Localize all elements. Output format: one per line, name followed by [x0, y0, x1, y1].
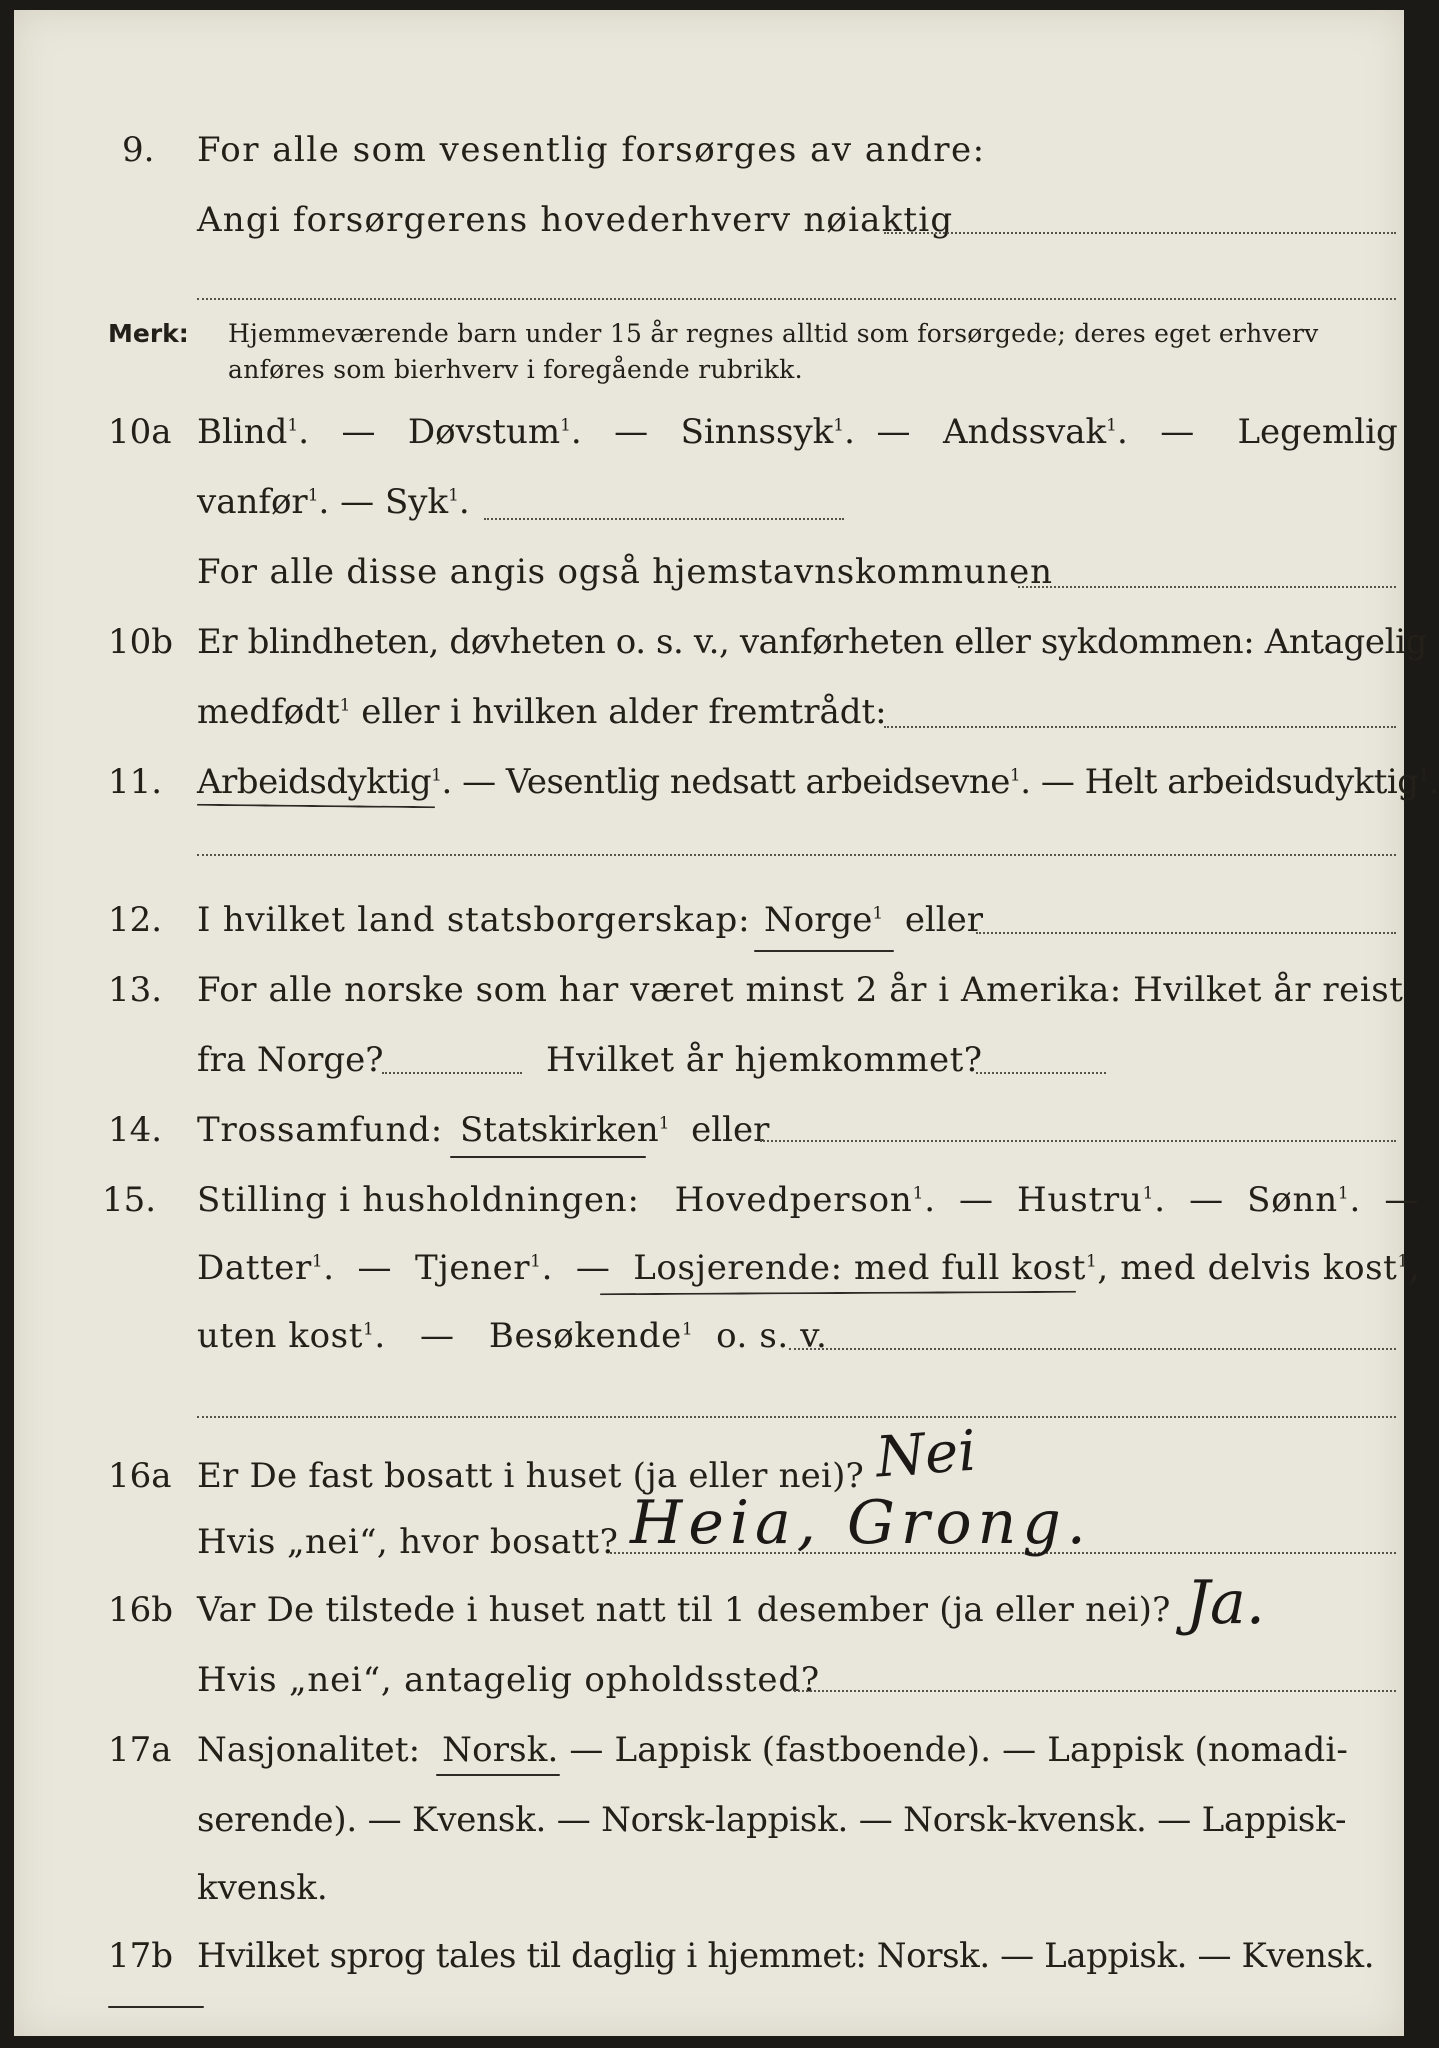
q10a-answer-line — [484, 518, 844, 520]
q14-underline-mark — [450, 1156, 646, 1158]
q10a-dovstum: Døvstum — [407, 412, 561, 452]
census-form-page — [14, 10, 1439, 2036]
q10a-andssvak: Andssvak — [942, 412, 1107, 452]
q12-norge: Norge — [764, 900, 873, 940]
q17b-number: 17b — [108, 1936, 174, 1976]
q15-datter: Datter — [197, 1248, 312, 1288]
q16a-bosatt-handwritten: Heia, Grong. — [630, 1488, 1092, 1558]
q9-answer-line — [884, 232, 1396, 234]
q10a-blind: Blind — [197, 412, 288, 452]
q10b-line2: medfødt$^1$ eller i hvilken alder fremtrådt: — [197, 692, 887, 732]
q14-statskirken: Statskirken — [460, 1110, 659, 1150]
q11-underline-mark — [197, 804, 435, 808]
q12-number: 12. — [108, 900, 163, 940]
q11-number: 11. — [108, 762, 163, 802]
q17b-line1: Hvilket sprog tales til daglig i hjemmet: Norsk. — Lappisk. — Kvensk. — [197, 1936, 1375, 1976]
q15-sonn: Sønn — [1247, 1180, 1338, 1220]
q10a-number: 10a — [108, 412, 172, 452]
q15-label: Stilling i husholdningen: — [197, 1180, 640, 1220]
q16b-line2: Hvis „nei“, antagelig opholdssted? — [197, 1660, 820, 1700]
footnote-rule — [108, 2006, 204, 2008]
q15-besokende: Besøkende — [488, 1316, 682, 1356]
q14-label: Trossamfund: — [197, 1110, 444, 1150]
q10a-syk: Syk — [384, 482, 449, 522]
q16a-answer-handwritten: Nei — [873, 1418, 979, 1491]
q10a-vanfor: vanfør — [197, 482, 308, 522]
q17a-number: 17a — [108, 1730, 172, 1770]
q9-line1: For alle som vesentlig forsørges av andre: — [197, 130, 986, 170]
q10b-medfodt: medfødt — [197, 692, 340, 732]
q12-underline-mark — [754, 950, 894, 952]
q13-line1: For alle norske som har været minst 2 år i Amerika: Hvilket år reist — [197, 970, 1404, 1010]
q10a-hjemstavn-line — [1018, 586, 1396, 588]
q15-tjener: Tjener — [414, 1248, 531, 1288]
q16b-answer-handwritten: Ja. — [1186, 1568, 1265, 1638]
q13-number: 13. — [108, 970, 163, 1010]
q17a-line3: kvensk. — [197, 1868, 328, 1908]
merk-label: Merk: — [108, 319, 189, 348]
q10a-options-line1: Blind$^1$. — Døvstum$^1$. — Sinnssyk$^1$. — Andssvak$^1$. — Legemlig — [197, 412, 1398, 452]
q15-line3: uten kost$^1$. — Besøkende$^1$ o. s. v. — [197, 1316, 828, 1356]
q12-question: I hvilket land statsborgerskap: — [197, 900, 751, 940]
q9-number: 9. — [122, 130, 155, 170]
q15-delvis-kost: med delvis kost — [1120, 1248, 1398, 1288]
q13-fra-norge: fra Norge? — [197, 1040, 384, 1080]
q17a-underline-mark — [436, 1774, 560, 1776]
q16b-opholdssted-line — [794, 1690, 1396, 1692]
q10a-sinnssyk: Sinnssyk — [680, 412, 834, 452]
merk-line2: anføres som bierhverv i foregående rubrikk. — [228, 355, 803, 384]
q15-line2: Datter$^1$. — Tjener$^1$. — Losjerende: med full kost$^1$, med delvis kost$^1$, — [197, 1248, 1421, 1288]
q15-hustru: Hustru — [1017, 1180, 1143, 1220]
q9-line2: Angi forsørgerens hovederhverv nøiaktig — [197, 200, 954, 240]
q13-hjemkommet: Hvilket år hjemkommet? — [546, 1040, 983, 1080]
q11-arbeidsdyktig: Arbeidsdyktig — [197, 762, 432, 802]
q15-number: 15. — [102, 1180, 157, 1220]
q15-losjerende: Losjerende: med full kost — [633, 1248, 1086, 1288]
q10a-options-line2: vanfør$^1$. — Syk$^1$. — [197, 482, 470, 522]
q17a-norsk: Norsk. — [442, 1730, 559, 1770]
q16a-number: 16a — [108, 1456, 172, 1496]
q15-uten-kost: uten kost — [197, 1316, 363, 1356]
q17a-line2: serende). — Kvensk. — Norsk-lappisk. — Norsk-kvensk. — Lappisk- — [197, 1800, 1347, 1840]
q14-answer-line — [760, 1140, 1396, 1142]
q10a-legemlig: Legemlig — [1237, 412, 1398, 452]
q12-norge-option: Norge$^1$ eller — [764, 900, 984, 940]
q10b-answer-line — [884, 726, 1396, 728]
q15-underline-mark — [600, 1291, 1076, 1295]
q16b-number: 16b — [108, 1590, 174, 1630]
q16b-line1: Var De tilstede i huset natt til 1 desember (ja eller nei)? — [197, 1590, 1171, 1630]
q9-answer-line-2 — [197, 298, 1396, 300]
q17a-label: Nasjonalitet: — [197, 1730, 421, 1770]
q13-hjemkommet-line — [976, 1072, 1106, 1074]
q10b-line1: Er blindheten, døvheten o. s. v., vanførheten eller sykdommen: Antagelig — [197, 622, 1427, 662]
q16a-line2: Hvis „nei“, hvor bosatt? — [197, 1522, 619, 1562]
merk-line1: Hjemmeværende barn under 15 år regnes alltid som forsørgede; deres eget erhverv — [228, 319, 1319, 348]
q14-statskirken-option: Statskirken$^1$ eller — [460, 1110, 770, 1150]
q15-answer-line — [789, 1348, 1396, 1350]
q11-answer-line — [197, 854, 1396, 856]
q12-answer-line — [976, 932, 1396, 934]
q15-hovedperson: Hovedperson — [674, 1180, 913, 1220]
q11-nedsatt: Vesentlig nedsatt arbeidsevne — [505, 762, 1010, 802]
q15-answer-line-2 — [197, 1416, 1396, 1418]
q14-number: 14. — [108, 1110, 163, 1150]
q10a-line3: For alle disse angis også hjemstavnskommunen — [197, 552, 1053, 592]
q16a-line1: Er De fast bosatt i huset (ja eller nei)? — [197, 1456, 864, 1496]
q13-reist-line — [382, 1072, 522, 1074]
q17a-line1: Nasjonalitet: Norsk. — Lappisk (fastboende). — Lappisk (nomadi- — [197, 1730, 1349, 1770]
q11-udyktig: Helt arbeidsudyktig — [1084, 762, 1419, 802]
q10b-number: 10b — [108, 622, 174, 662]
q15-line1: Stilling i husholdningen: Hovedperson$^1$. — Hustru$^1$. — Sønn$^1$. — — [197, 1180, 1420, 1220]
q11-options: Arbeidsdyktig$^1$. — Vesentlig nedsatt arbeidsevne$^1$. — Helt arbeidsudyktig$^1$. — [197, 762, 1439, 802]
